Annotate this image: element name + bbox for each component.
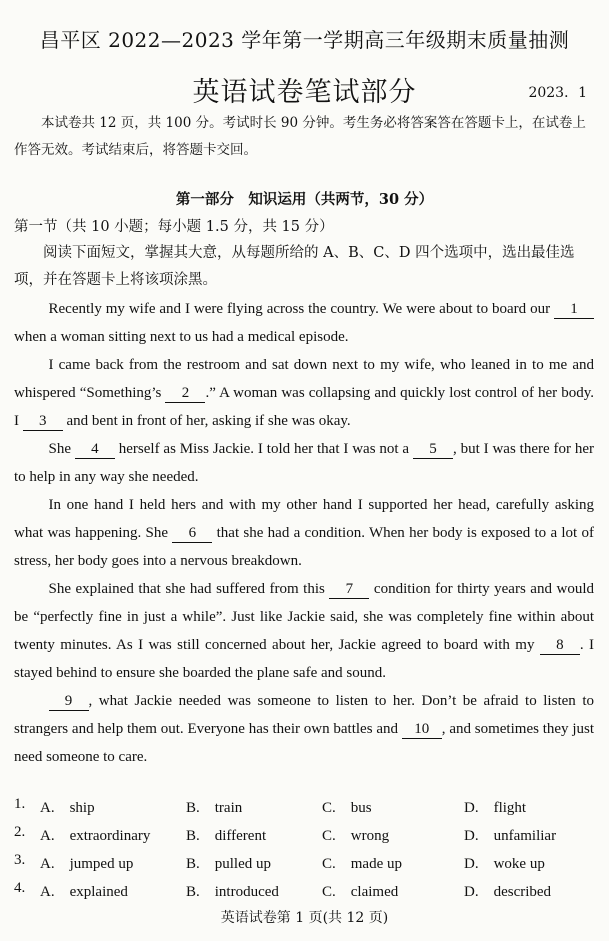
passage-text: when a woman sitting next to us had a medical episode.: [14, 329, 349, 345]
cloze-passage: [14, 295, 594, 771]
passage-text: . I stayed behind to ensure she boarded the plane safe and sound.: [14, 637, 595, 681]
blank: 2: [165, 384, 205, 403]
option-d: D. flight: [464, 800, 527, 816]
option-b: B. train: [186, 800, 243, 816]
option-c: C. made up: [322, 856, 402, 872]
passage-text: , but I was there for her to help in any way she needed.: [14, 441, 595, 485]
passage-text: I came back from the restroom and sat down next to my wife, who leaned in to me and whispered “Something’s: [14, 357, 594, 401]
option-d: D. described: [464, 884, 552, 900]
passage-paragraph: [14, 575, 594, 687]
blank: 8: [540, 636, 580, 655]
option-b: B. introduced: [186, 884, 279, 900]
option-b: B. different: [186, 828, 267, 844]
exam-date: 2023．1: [528, 85, 587, 101]
option-row: [14, 880, 594, 908]
blank: 1: [554, 300, 594, 319]
blank: 4: [75, 440, 115, 459]
passage-text: She explained that she had suffered from this: [48, 581, 325, 597]
passage-paragraph: [14, 351, 594, 435]
exam-intro: 本试卷共 12 页，共 100 分。考试时长 90 分钟。考生务必将答案答在答题卡上，在试卷上作答无效。考试结束后，将答题卡交回。: [14, 115, 586, 158]
section-title: 第一节（共 10 小题；每小题 1.5 分，共 15 分）: [14, 219, 334, 235]
passage-text: , and sometimes they just need someone to care.: [14, 721, 594, 765]
blank: 10: [402, 720, 442, 739]
option-a: A. ship: [40, 800, 95, 816]
option-d: D. unfamiliar: [464, 828, 557, 844]
page-footer: 英语试卷第 1 页(共 12 页): [220, 910, 389, 926]
answer-options: [14, 796, 594, 908]
option-a: A. jumped up: [40, 856, 134, 872]
option-c: C. wrong: [322, 828, 390, 844]
blank: 7: [329, 580, 369, 599]
option-c: C. bus: [322, 800, 372, 816]
option-a: A. explained: [40, 884, 128, 900]
section-instructions: 阅读下面短文，掌握其大意，从每题所给的 A、B、C、D 四个选项中，选出最佳选项，并在答题卡上将该项涂黑。: [14, 245, 575, 288]
option-d: D. woke up: [464, 856, 545, 872]
blank: 6: [172, 524, 212, 543]
question-number: 1.: [14, 796, 26, 812]
question-number: 2.: [14, 824, 26, 840]
passage-text: condition for thirty years and would be “perfectly fine in just a while”. Just like Jackie said, she was completely fine within about twenty minutes. As I was still concerned about her, Jackie agreed to board with my: [14, 581, 594, 653]
option-row: [14, 824, 594, 852]
page-title: 英语试卷笔试部分: [192, 77, 417, 108]
part-title: 第一部分 知识运用（共两节，30 分）: [175, 191, 434, 208]
blank: 3: [23, 412, 63, 431]
option-a: A. extraordinary: [40, 828, 151, 844]
passage-text: She: [48, 441, 71, 457]
passage-text: .” A woman was collapsing and quickly lost control of her body. I: [14, 385, 594, 429]
passage-paragraph: [14, 435, 594, 491]
option-row: [14, 796, 594, 824]
option-c: C. claimed: [322, 884, 399, 900]
passage-paragraph: [14, 295, 594, 351]
blank: 9: [49, 692, 89, 711]
question-number: 4.: [14, 880, 26, 896]
option-b: B. pulled up: [186, 856, 271, 872]
passage-text: Recently my wife and I were flying across the country. We were about to board our: [48, 301, 551, 317]
question-number: 3.: [14, 852, 26, 868]
passage-paragraph: [14, 687, 594, 771]
option-row: [14, 852, 594, 880]
passage-text: In one hand I held hers and with my other hand I supported her head, carefully asking what was happening. She: [14, 497, 594, 541]
passage-text: , what Jackie needed was someone to listen to her. Don’t be afraid to listen to strangers and help them out. Everyone has their own battles and: [14, 693, 594, 737]
passage-text: and bent in front of her, asking if she was okay.: [66, 413, 351, 429]
passage-text: herself as Miss Jackie. I told her that I was not a: [118, 441, 410, 457]
exam-header: 昌平区 2022—2023 学年第一学期高三年级期末质量抽测: [39, 28, 570, 52]
passage-text: that she had a condition. When her body is exposed to a lot of stress, her body goes into a nervous breakdown.: [14, 525, 594, 569]
blank: 5: [413, 440, 453, 459]
passage-paragraph: [14, 491, 594, 575]
